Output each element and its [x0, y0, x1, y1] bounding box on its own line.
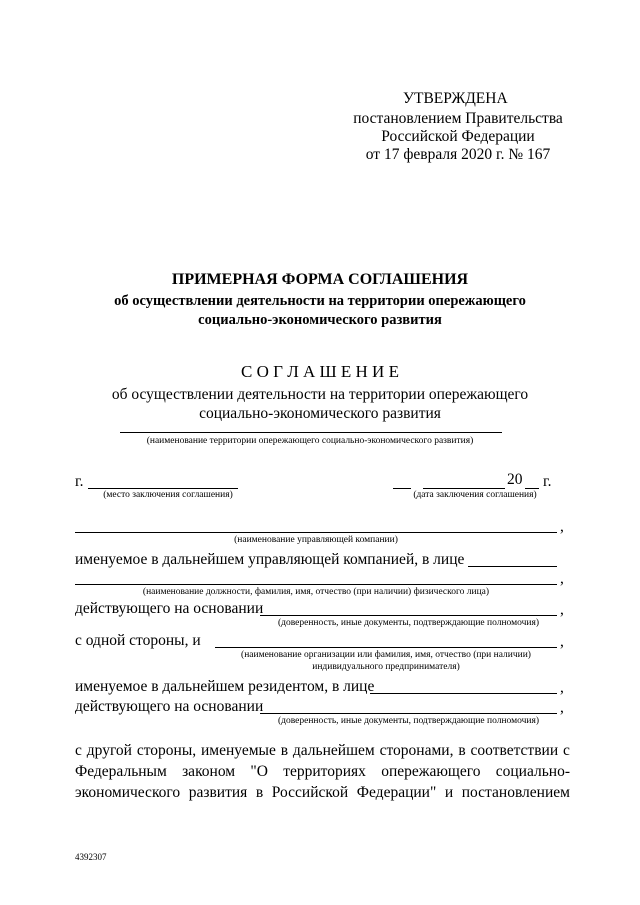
form-title: ПРИМЕРНАЯ ФОРМА СОГЛАШЕНИЯ	[171, 271, 469, 288]
party-text: с одной стороны, и	[75, 632, 201, 649]
body-word: в	[255, 784, 264, 801]
org-caption-2: индивидуального предпринимателя)	[312, 662, 460, 672]
body-word: опережающего	[381, 763, 481, 780]
body-word: именуемые	[201, 742, 276, 759]
body-word: соответствии	[470, 742, 559, 759]
year-prefix: 20	[507, 471, 523, 488]
year-line	[525, 488, 539, 489]
basis2-line	[260, 713, 557, 714]
month-line	[423, 488, 505, 489]
basis2-text: действующего на основании	[75, 698, 264, 715]
resident-comma: ,	[560, 679, 564, 696]
approval-title: УТВЕРЖДЕНА	[403, 90, 508, 107]
body-word: дальнейшем	[292, 742, 375, 759]
document-code: 4392307	[75, 852, 107, 862]
body-word: и	[444, 784, 454, 801]
manager-comma: ,	[560, 518, 564, 535]
manager-text: именуемое в дальнейшем управляющей компанией, в лице	[75, 551, 465, 568]
body-word: Федерации"	[356, 784, 437, 801]
body-word: Федеральным	[75, 763, 167, 780]
day-line	[393, 488, 411, 489]
city-prefix: г.	[75, 473, 84, 490]
body-word: Российской	[271, 784, 349, 801]
body-word: экономического	[75, 784, 181, 801]
manager-line	[75, 532, 557, 533]
place-line	[88, 488, 238, 489]
body-word: стороны,	[136, 742, 197, 759]
person-line	[75, 584, 557, 585]
person-caption: (наименование должности, фамилия, имя, отчество (при наличии) физического лица)	[142, 587, 490, 597]
body-word: "О	[250, 763, 268, 780]
resident-text: именуемое в дальнейшем резидентом, в лице	[75, 678, 375, 695]
place-caption: (место заключения соглашения)	[103, 490, 233, 500]
body-word: постановлением	[461, 784, 570, 801]
form-subtitle-1: об осуществлении деятельности на территории опережающего	[114, 293, 526, 309]
body-word: развития	[188, 784, 248, 801]
body-line-1	[75, 742, 570, 760]
body-word: с	[75, 742, 82, 759]
body-line-2	[75, 763, 570, 781]
body-word: в	[280, 742, 289, 759]
org-caption-1: (наименование организации или фамилия, имя, отчество (при наличии)	[241, 650, 531, 660]
body-word: социально-	[495, 763, 570, 780]
manager-person-line	[468, 566, 557, 567]
body-line-3	[75, 784, 570, 802]
date-caption: (дата заключения соглашения)	[413, 490, 537, 500]
body-word: с	[563, 742, 570, 759]
org-comma: ,	[560, 633, 564, 650]
approval-line-2: Российской Федерации	[381, 128, 535, 145]
agreement-subtitle-1: об осуществлении деятельности на территории опережающего	[111, 386, 529, 403]
org-line	[215, 647, 557, 648]
agreement-subtitle-2: социально-экономического развития	[199, 405, 441, 422]
year-suffix: г.	[543, 473, 552, 490]
basis-comma: ,	[560, 601, 564, 618]
territory-caption: (наименование территории опережающего социально-экономического развития)	[146, 436, 474, 446]
basis-line	[260, 615, 557, 616]
basis2-comma: ,	[560, 699, 564, 716]
body-word: в	[458, 742, 466, 759]
basis-caption: (доверенность, иные документы, подтверждающие полномочия)	[277, 618, 540, 628]
body-word: законом	[182, 763, 236, 780]
person-comma: ,	[560, 570, 564, 587]
body-word: другой	[86, 742, 132, 759]
basis2-caption: (доверенность, иные документы, подтверждающие полномочия)	[277, 716, 540, 726]
manager-caption: (наименование управляющей компании)	[234, 535, 398, 545]
approval-line-3: от 17 февраля 2020 г. № 167	[365, 146, 551, 163]
basis-text: действующего на основании	[75, 600, 264, 617]
territory-line	[120, 432, 502, 433]
form-subtitle-2: социально-экономического развития	[198, 312, 442, 328]
body-word: территориях	[283, 763, 366, 780]
resident-person-line	[370, 693, 557, 694]
body-word: сторонами,	[379, 742, 454, 759]
agreement-title: С О Г Л А Ш Е Н И Е	[241, 362, 399, 381]
approval-line-1: постановлением Правительства	[353, 110, 563, 127]
